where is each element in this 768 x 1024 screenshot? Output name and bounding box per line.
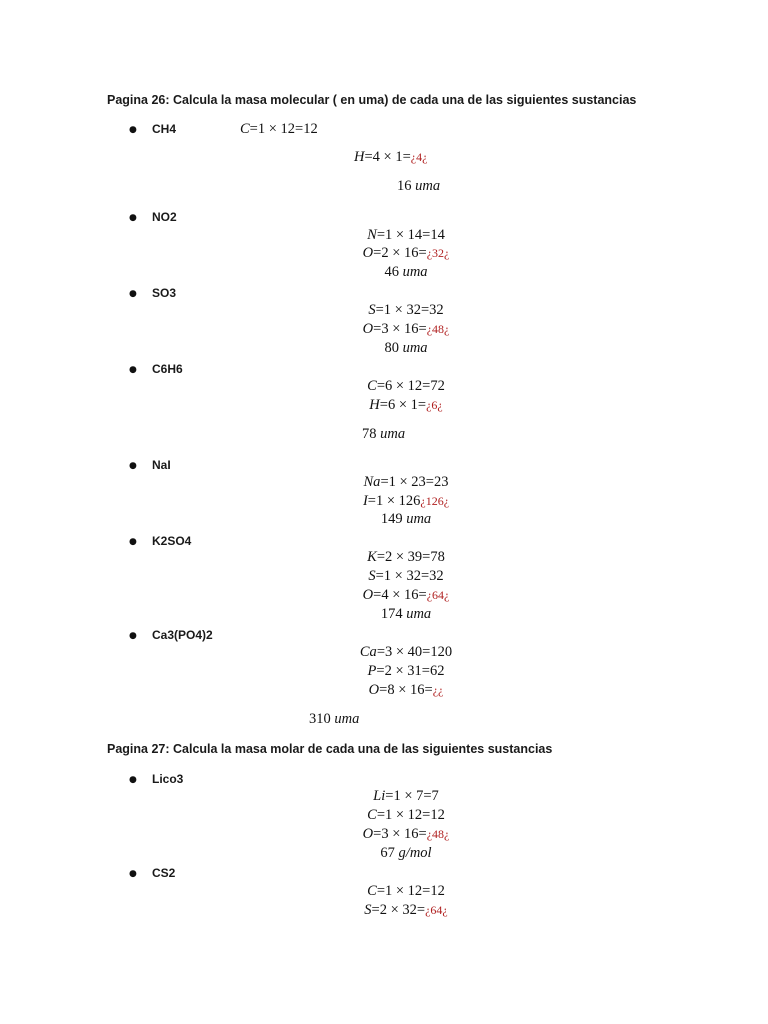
element-symbol: C	[367, 807, 377, 823]
total-value: 16	[397, 178, 412, 194]
equation-expr: =2 × 32=	[371, 902, 426, 918]
element-symbol: N	[367, 227, 377, 243]
item-label-nai: NaI	[152, 458, 171, 472]
equation-result-marker: ¿48¿	[426, 322, 450, 336]
equation-expr: =3 × 16=	[373, 321, 427, 337]
total-value: 174	[380, 606, 403, 622]
equation-line	[354, 149, 427, 166]
total-unit: uma	[406, 606, 432, 622]
equation-line	[367, 378, 445, 395]
equation-line	[369, 682, 444, 699]
total-line	[380, 845, 431, 862]
total-line	[384, 264, 427, 281]
total-unit: g/mol	[398, 845, 432, 861]
equation-result-marker: ¿6¿	[426, 398, 443, 412]
item-label-so3: SO3	[152, 286, 177, 300]
equation-expr: =1 × 23=23	[380, 474, 449, 490]
equation-result-marker: ¿¿	[432, 683, 444, 697]
equation-expr: =1 × 14=14	[376, 227, 445, 243]
equation-expr: =2 × 39=78	[376, 549, 445, 565]
total-line	[381, 606, 431, 623]
element-symbol: K	[367, 549, 377, 565]
equation-expr: =8 × 16=	[379, 682, 433, 698]
equation-line	[367, 549, 445, 566]
element-symbol: I	[362, 493, 368, 509]
element-symbol: C	[240, 121, 250, 137]
total-value: 80	[384, 340, 399, 356]
item-label-no2: NO2	[152, 210, 177, 224]
total-unit: uma	[415, 178, 441, 194]
equation-line	[240, 121, 318, 138]
equation-result-marker: ¿64¿	[426, 588, 450, 602]
total-unit: uma	[402, 264, 428, 280]
equation-expr: =1 × 32=32	[375, 302, 444, 318]
equation-line	[364, 902, 447, 919]
equation-expr: =4 × 1=	[364, 149, 411, 165]
equation-expr: =3 × 16=	[373, 826, 427, 842]
element-symbol: O	[362, 321, 374, 337]
equation-result-marker: ¿64¿	[425, 903, 448, 917]
element-symbol: Li	[373, 788, 386, 804]
element-symbol: H	[354, 149, 365, 165]
equation-expr: =2 × 16=	[373, 245, 427, 261]
item-label-lico3: Lico3	[152, 772, 184, 786]
total-line	[384, 340, 427, 357]
equation-line	[363, 321, 450, 338]
element-symbol: O	[362, 245, 374, 261]
equation-expr: =2 × 31=62	[376, 663, 445, 679]
total-value: 149	[380, 511, 403, 527]
element-symbol: C	[367, 378, 377, 394]
equation-line	[367, 227, 445, 244]
equation-result-marker: ¿126¿	[420, 494, 450, 508]
element-symbol: Na	[363, 474, 381, 490]
equation-expr: =1 × 7=7	[385, 788, 439, 804]
bullet-icon: ●	[129, 289, 137, 299]
equation-expr: =6 × 1=	[379, 397, 427, 413]
total-value: 78	[362, 426, 377, 442]
element-symbol: P	[367, 663, 377, 679]
total-line	[381, 511, 431, 528]
bullet-icon: ●	[129, 631, 137, 641]
equation-result-marker: ¿48¿	[426, 827, 450, 841]
equation-line	[368, 663, 445, 680]
total-line	[362, 426, 405, 443]
page-27-heading: Pagina 27: Calcula la masa molar de cada una de las siguientes sustancias	[107, 742, 553, 756]
equation-line	[363, 826, 450, 843]
element-symbol: Ca	[359, 644, 377, 660]
equation-line	[363, 587, 450, 604]
bullet-icon: ●	[129, 213, 137, 223]
total-value: 310	[309, 711, 331, 727]
equation-expr: =1 × 12=12	[376, 883, 445, 899]
equation-line	[363, 493, 449, 510]
element-symbol: S	[368, 568, 376, 584]
equation-line	[368, 302, 443, 319]
equation-line	[360, 644, 452, 661]
total-value: 67	[380, 845, 395, 861]
equation-expr: =1 × 126	[367, 493, 421, 509]
equation-expr: =6 × 12=72	[376, 378, 445, 394]
page-26-heading: Pagina 26: Calcula la masa molecular ( en uma) de cada una de las siguientes sustancias	[107, 93, 637, 107]
equation-result-marker: ¿32¿	[426, 246, 450, 260]
item-label-cs2: CS2	[152, 866, 176, 880]
equation-expr: =1 × 32=32	[375, 568, 444, 584]
total-line	[397, 178, 440, 195]
element-symbol: H	[369, 397, 380, 413]
equation-result-marker: ¿4¿	[410, 150, 428, 164]
total-value: 46	[384, 264, 399, 280]
element-symbol: O	[362, 587, 374, 603]
equation-line	[367, 807, 445, 824]
total-unit: uma	[334, 711, 360, 727]
bullet-icon: ●	[129, 775, 137, 785]
total-unit: uma	[380, 426, 406, 442]
item-label-ch4: CH4	[152, 122, 177, 136]
equation-expr: =1 × 12=12	[376, 807, 445, 823]
item-label-k2so4: K2SO4	[152, 534, 192, 548]
bullet-icon: ●	[129, 125, 137, 135]
total-line	[309, 711, 359, 728]
equation-expr: =3 × 40=120	[376, 644, 453, 660]
item-label-c6h6: C6H6	[152, 362, 183, 376]
element-symbol: O	[368, 682, 380, 698]
bullet-icon: ●	[129, 537, 137, 547]
equation-line	[367, 883, 445, 900]
bullet-icon: ●	[129, 365, 137, 375]
element-symbol: S	[368, 302, 376, 318]
total-unit: uma	[406, 511, 432, 527]
equation-line	[369, 397, 442, 414]
equation-line	[363, 245, 450, 262]
equation-expr: =4 × 16=	[373, 587, 427, 603]
bullet-icon: ●	[129, 461, 137, 471]
equation-line	[364, 474, 449, 491]
total-unit: uma	[402, 340, 428, 356]
equation-line	[368, 568, 443, 585]
element-symbol: S	[364, 902, 372, 918]
element-symbol: O	[362, 826, 374, 842]
equation-line	[373, 788, 439, 805]
bullet-icon: ●	[129, 869, 137, 879]
equation-expr: =1 × 12=12	[249, 121, 318, 137]
item-label-ca3po42: Ca3(PO4)2	[152, 628, 213, 642]
element-symbol: C	[367, 883, 377, 899]
